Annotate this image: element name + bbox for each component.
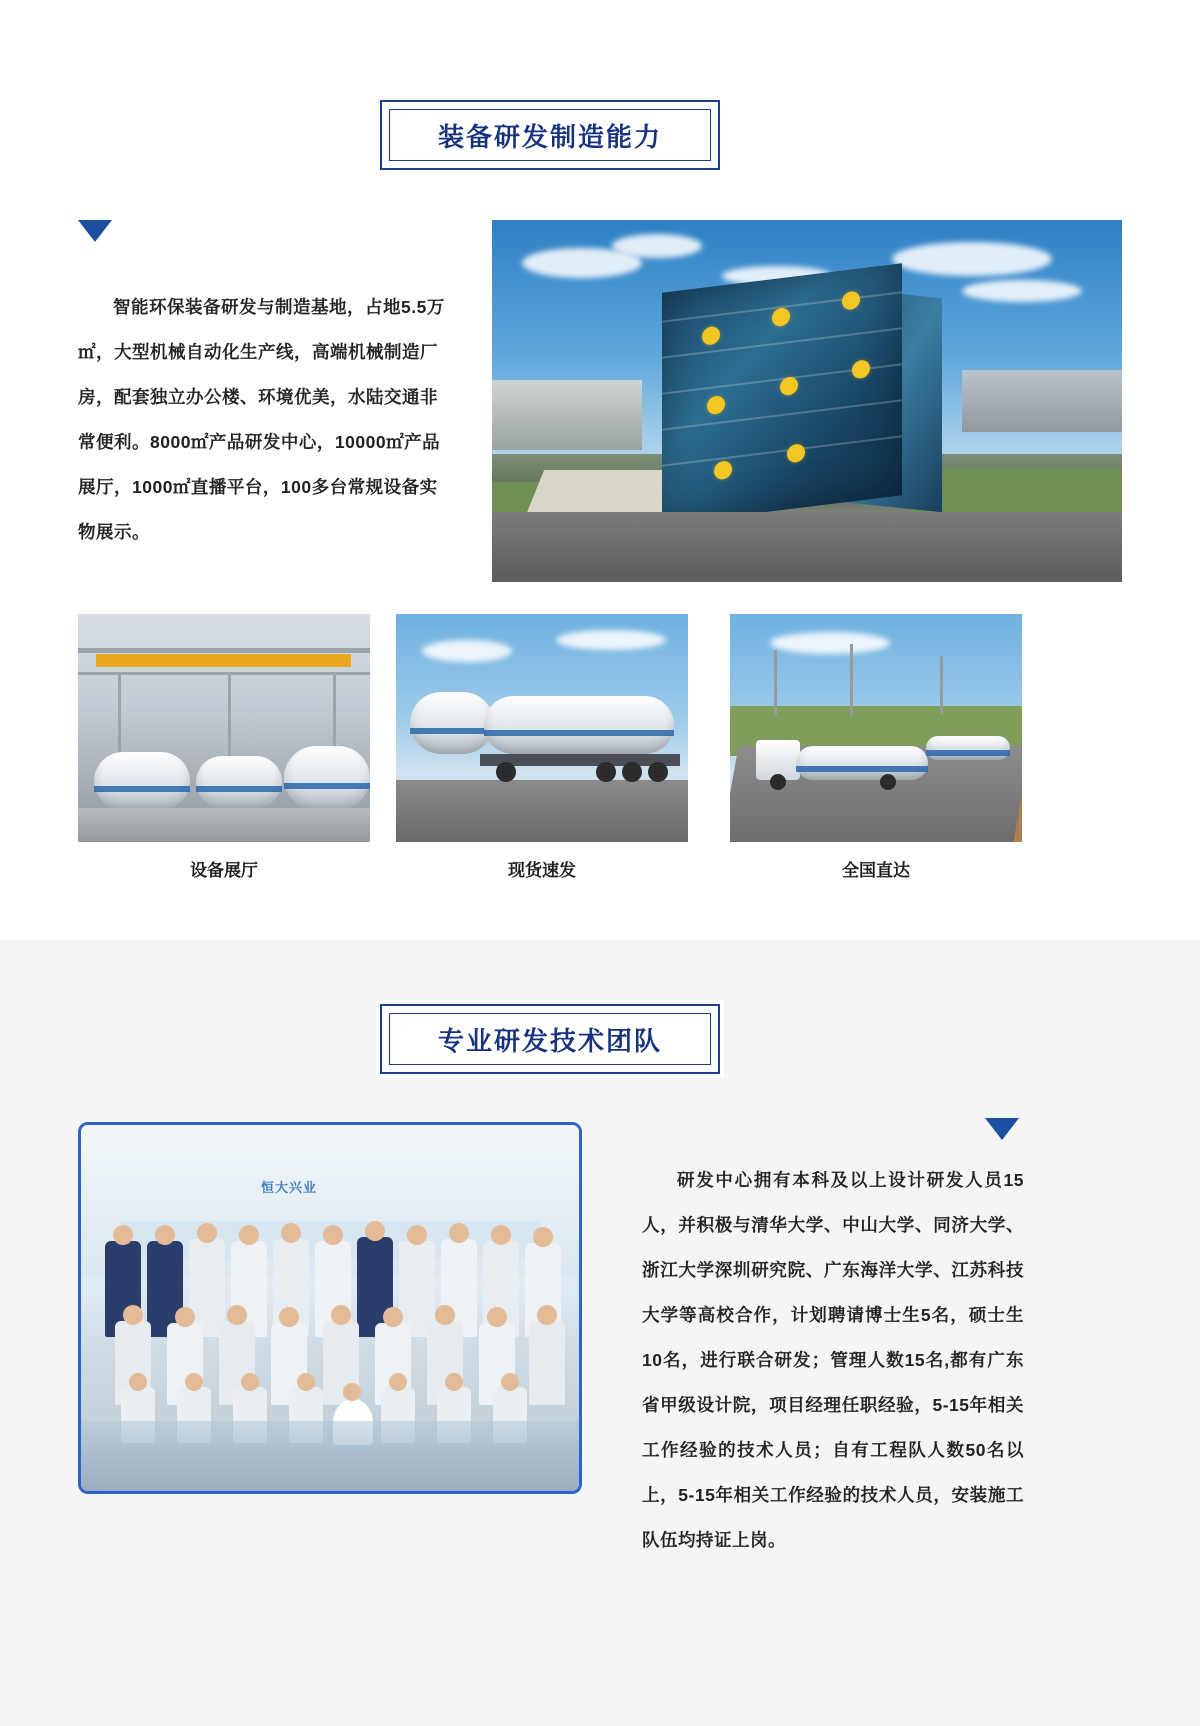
cloud-shape — [422, 640, 512, 662]
team-member-head — [129, 1373, 147, 1391]
team-description-paragraph: 研发中心拥有本科及以上设计研发人员15人，并积极与清华大学、中山大学、同济大学、浙江大学深圳研究院、广东海洋大学、江苏科技大学等高校合作，计划聘请博士生5名，硕士生10名，进行联合研发；管理人数15名,都有广东省甲级设计院，项目经理任职经验，5-15年相关工作经验的技术人员；自有工程队人数50名以上，5-15年相关工作经验的技术人员，安装施工队伍均持证上岗。 — [642, 1170, 1024, 1550]
trailer-wheel — [622, 762, 642, 782]
storage-tank-on-trailer — [484, 696, 674, 754]
team-member-head — [445, 1373, 463, 1391]
hero-building-photo — [492, 220, 1122, 582]
cloud-shape — [556, 630, 666, 650]
team-member-head — [449, 1223, 469, 1243]
adjacent-building — [962, 370, 1122, 432]
team-member-head — [323, 1225, 343, 1245]
team-member-head — [501, 1373, 519, 1391]
team-member-head — [227, 1305, 247, 1325]
sun-emblem-icon — [702, 326, 720, 346]
cloud-shape — [770, 632, 890, 654]
team-member-head — [281, 1223, 301, 1243]
utility-pole — [940, 656, 943, 714]
team-member — [529, 1321, 565, 1405]
roof-beam — [78, 648, 370, 653]
team-member-head — [297, 1373, 315, 1391]
cloud-shape — [612, 234, 702, 258]
team-member-head — [123, 1305, 143, 1325]
storage-tank — [284, 746, 370, 810]
team-member-head — [487, 1307, 507, 1327]
tanker-trailer — [796, 746, 928, 780]
team-member-head — [435, 1305, 455, 1325]
team-group-photo — [78, 1122, 582, 1494]
adjacent-building — [492, 380, 642, 450]
cloud-shape — [962, 280, 1082, 302]
trailer-wheel — [496, 762, 516, 782]
team-member-head — [175, 1307, 195, 1327]
sun-emblem-icon — [714, 460, 732, 480]
building-main-facade — [662, 263, 902, 524]
section-title-text: 专业研发技术团队 — [437, 1025, 662, 1056]
section-title-badge-team — [380, 1004, 720, 1074]
triangle-down-icon — [78, 220, 112, 242]
truck-wheel — [880, 774, 896, 790]
team-member-head — [491, 1225, 511, 1245]
team-member-head — [331, 1305, 351, 1325]
gallery-photo-nationwide-delivery — [730, 614, 1022, 842]
section-rd-team — [0, 940, 1200, 1726]
gallery-photo-equipment-hall — [78, 614, 370, 842]
storage-tank — [410, 692, 494, 754]
team-member-head — [407, 1225, 427, 1245]
section-title-text: 装备研发制造能力 — [437, 121, 662, 152]
overhead-crane — [96, 654, 351, 667]
roof-beam — [78, 672, 370, 675]
section-title-badge-equipment — [380, 100, 720, 170]
sun-emblem-icon — [787, 443, 805, 463]
truck-wheel — [770, 774, 786, 790]
second-tanker-trailer — [926, 736, 1010, 760]
team-member-head — [155, 1225, 175, 1245]
facade-glass-line — [662, 435, 902, 466]
facade-glass-line — [662, 399, 902, 430]
utility-pole — [850, 644, 853, 716]
team-member-head — [185, 1373, 203, 1391]
cloud-shape — [892, 242, 1052, 276]
team-member-head — [533, 1227, 553, 1247]
storage-tank — [94, 752, 190, 810]
gallery-caption: 全国直达 — [842, 861, 910, 880]
trailer-wheel — [596, 762, 616, 782]
utility-pole — [774, 650, 777, 716]
gallery-photo-ready-stock — [396, 614, 688, 842]
child-head — [343, 1383, 361, 1401]
triangle-down-icon — [985, 1118, 1019, 1140]
team-member-head — [197, 1223, 217, 1243]
equipment-description-paragraph: 智能环保装备研发与制造基地，占地5.5万㎡，大型机械自动化生产线，高端机械制造厂房，配套独立办公楼、环境优美，水陆交通非常便利。8000㎡产品研发中心，10000㎡产品展厅，1000㎡直播平台，100多台常规设备实物展示。 — [78, 297, 445, 542]
team-member-head — [365, 1221, 385, 1241]
trailer-wheel — [648, 762, 668, 782]
sun-emblem-icon — [780, 376, 798, 396]
storage-tank — [196, 756, 282, 808]
facade-glass-line — [662, 327, 902, 358]
sun-emblem-icon — [707, 395, 725, 415]
badge-inner-frame — [389, 109, 711, 161]
badge-inner-frame — [389, 1013, 711, 1065]
sun-emblem-icon — [842, 290, 860, 310]
sun-emblem-icon — [772, 307, 790, 327]
access-road — [492, 512, 1122, 582]
sun-emblem-icon — [852, 359, 870, 379]
team-member-head — [241, 1373, 259, 1391]
gallery-caption: 设备展厅 — [190, 861, 258, 880]
team-member-head — [537, 1305, 557, 1325]
team-member-head — [279, 1307, 299, 1327]
company-logo-mark: 恒大兴业 — [261, 1180, 318, 1195]
floor-reflection — [81, 1421, 579, 1491]
gallery-caption: 现货速发 — [508, 861, 576, 880]
team-member-head — [389, 1373, 407, 1391]
team-member-head — [113, 1225, 133, 1245]
asphalt-ground — [396, 780, 688, 842]
team-member-head — [383, 1307, 403, 1327]
team-member-head — [239, 1225, 259, 1245]
warehouse-floor — [78, 808, 370, 842]
